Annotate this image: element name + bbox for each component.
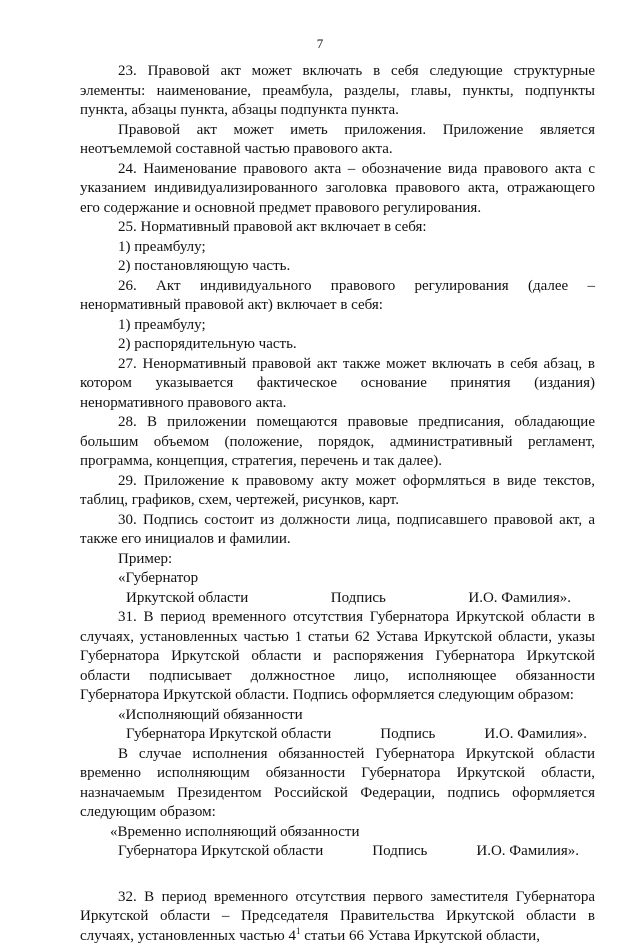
paragraph-28: 28. В приложении помещаются правовые предписания, обладающие большим объемом (положение, порядок, административный регламент, программа, концепция, стратегия, перечень и так далее). (80, 413, 595, 472)
list-item: 1) преамбулу; (80, 316, 595, 336)
example-1-signature-line (80, 589, 595, 609)
signature-position: Губернатора Иркутской области (126, 725, 331, 745)
signature-position: Губернатора Иркутской области (118, 842, 323, 862)
signature-placeholder: Подпись (372, 842, 427, 862)
signature-placeholder: Подпись (380, 725, 435, 745)
paragraph-31-acting: В случае исполнения обязанностей Губернатора Иркутской области временно исполняющим обязанности Губернатора Иркутской области, назначаемым Президентом Российской Федерации, подпись оформляется следующим образом: (80, 745, 595, 823)
paragraph-23-appendix: Правовой акт может иметь приложения. Приложение является неотъемлемой составной частью правового акта. (80, 121, 595, 160)
signature-placeholder: Подпись (331, 589, 386, 609)
example-2-title: «Исполняющий обязанности (80, 706, 595, 726)
paragraph-24: 24. Наименование правового акта – обозначение вида правового акта с указанием индивидуализированного заголовка правового акта, отражающего его содержание и основной предмет правового регулирования. (80, 160, 595, 219)
paragraph-25: 25. Нормативный правовой акт включает в себя: (80, 218, 595, 238)
example-3-title: «Временно исполняющий обязанности (80, 823, 595, 843)
document-body (80, 62, 595, 946)
paragraph-30: 30. Подпись состоит из должности лица, подписавшего правовой акт, а также его инициалов и фамилии. (80, 511, 595, 550)
signature-name: И.О. Фамилия». (476, 842, 579, 862)
example-3-signature-line (80, 842, 595, 862)
signature-name: И.О. Фамилия». (468, 589, 571, 609)
list-item: 2) распорядительную часть. (80, 335, 595, 355)
superscript: 1 (296, 926, 301, 936)
page-number: 7 (0, 36, 640, 52)
paragraph-23: 23. Правовой акт может включать в себя следующие структурные элементы: наименование, преамбула, разделы, главы, пункты, подпункты пункта, абзацы пункта, абзацы подпункта пункта. (80, 62, 595, 121)
paragraph-26: 26. Акт индивидуального правового регулирования (далее – ненормативный правовой акт) включает в себя: (80, 277, 595, 316)
paragraph-31: 31. В период временного отсутствия Губернатора Иркутской области в случаях, установленных частью 1 статьи 62 Устава Иркутской области, указы Губернатора Иркутской области и распоряжения Губернатора Иркутской области подписывает должностное лицо, исполняющее обязанности Губернатора Иркутской области. Подпись оформляется следующим образом: (80, 608, 595, 706)
signature-name: И.О. Фамилия». (484, 725, 587, 745)
list-item: 2) постановляющую часть. (80, 257, 595, 277)
example-2-signature-line (80, 725, 595, 745)
paragraph-32 (80, 888, 595, 946)
paragraph-32-text: 32. В период временного отсутствия первого заместителя Губернатора Иркутской области – Председателя Правительства Иркутской области в случаях, установленных частью 4 (80, 889, 595, 944)
list-item: 1) преамбулу; (80, 238, 595, 258)
paragraph-29: 29. Приложение к правовому акту может оформляться в виде текстов, таблиц, графиков, схем, чертежей, рисунков, карт. (80, 472, 595, 511)
signature-position: Иркутской области (126, 589, 248, 609)
paragraph-32-text-cont: статьи 66 Устава Иркутской области, (300, 928, 540, 944)
example-label: Пример: (80, 550, 595, 570)
example-1-title: «Губернатор (80, 569, 595, 589)
paragraph-27: 27. Ненормативный правовой акт также может включать в себя абзац, в котором указывается фактическое основание принятия (издания) ненормативного правового акта. (80, 355, 595, 414)
